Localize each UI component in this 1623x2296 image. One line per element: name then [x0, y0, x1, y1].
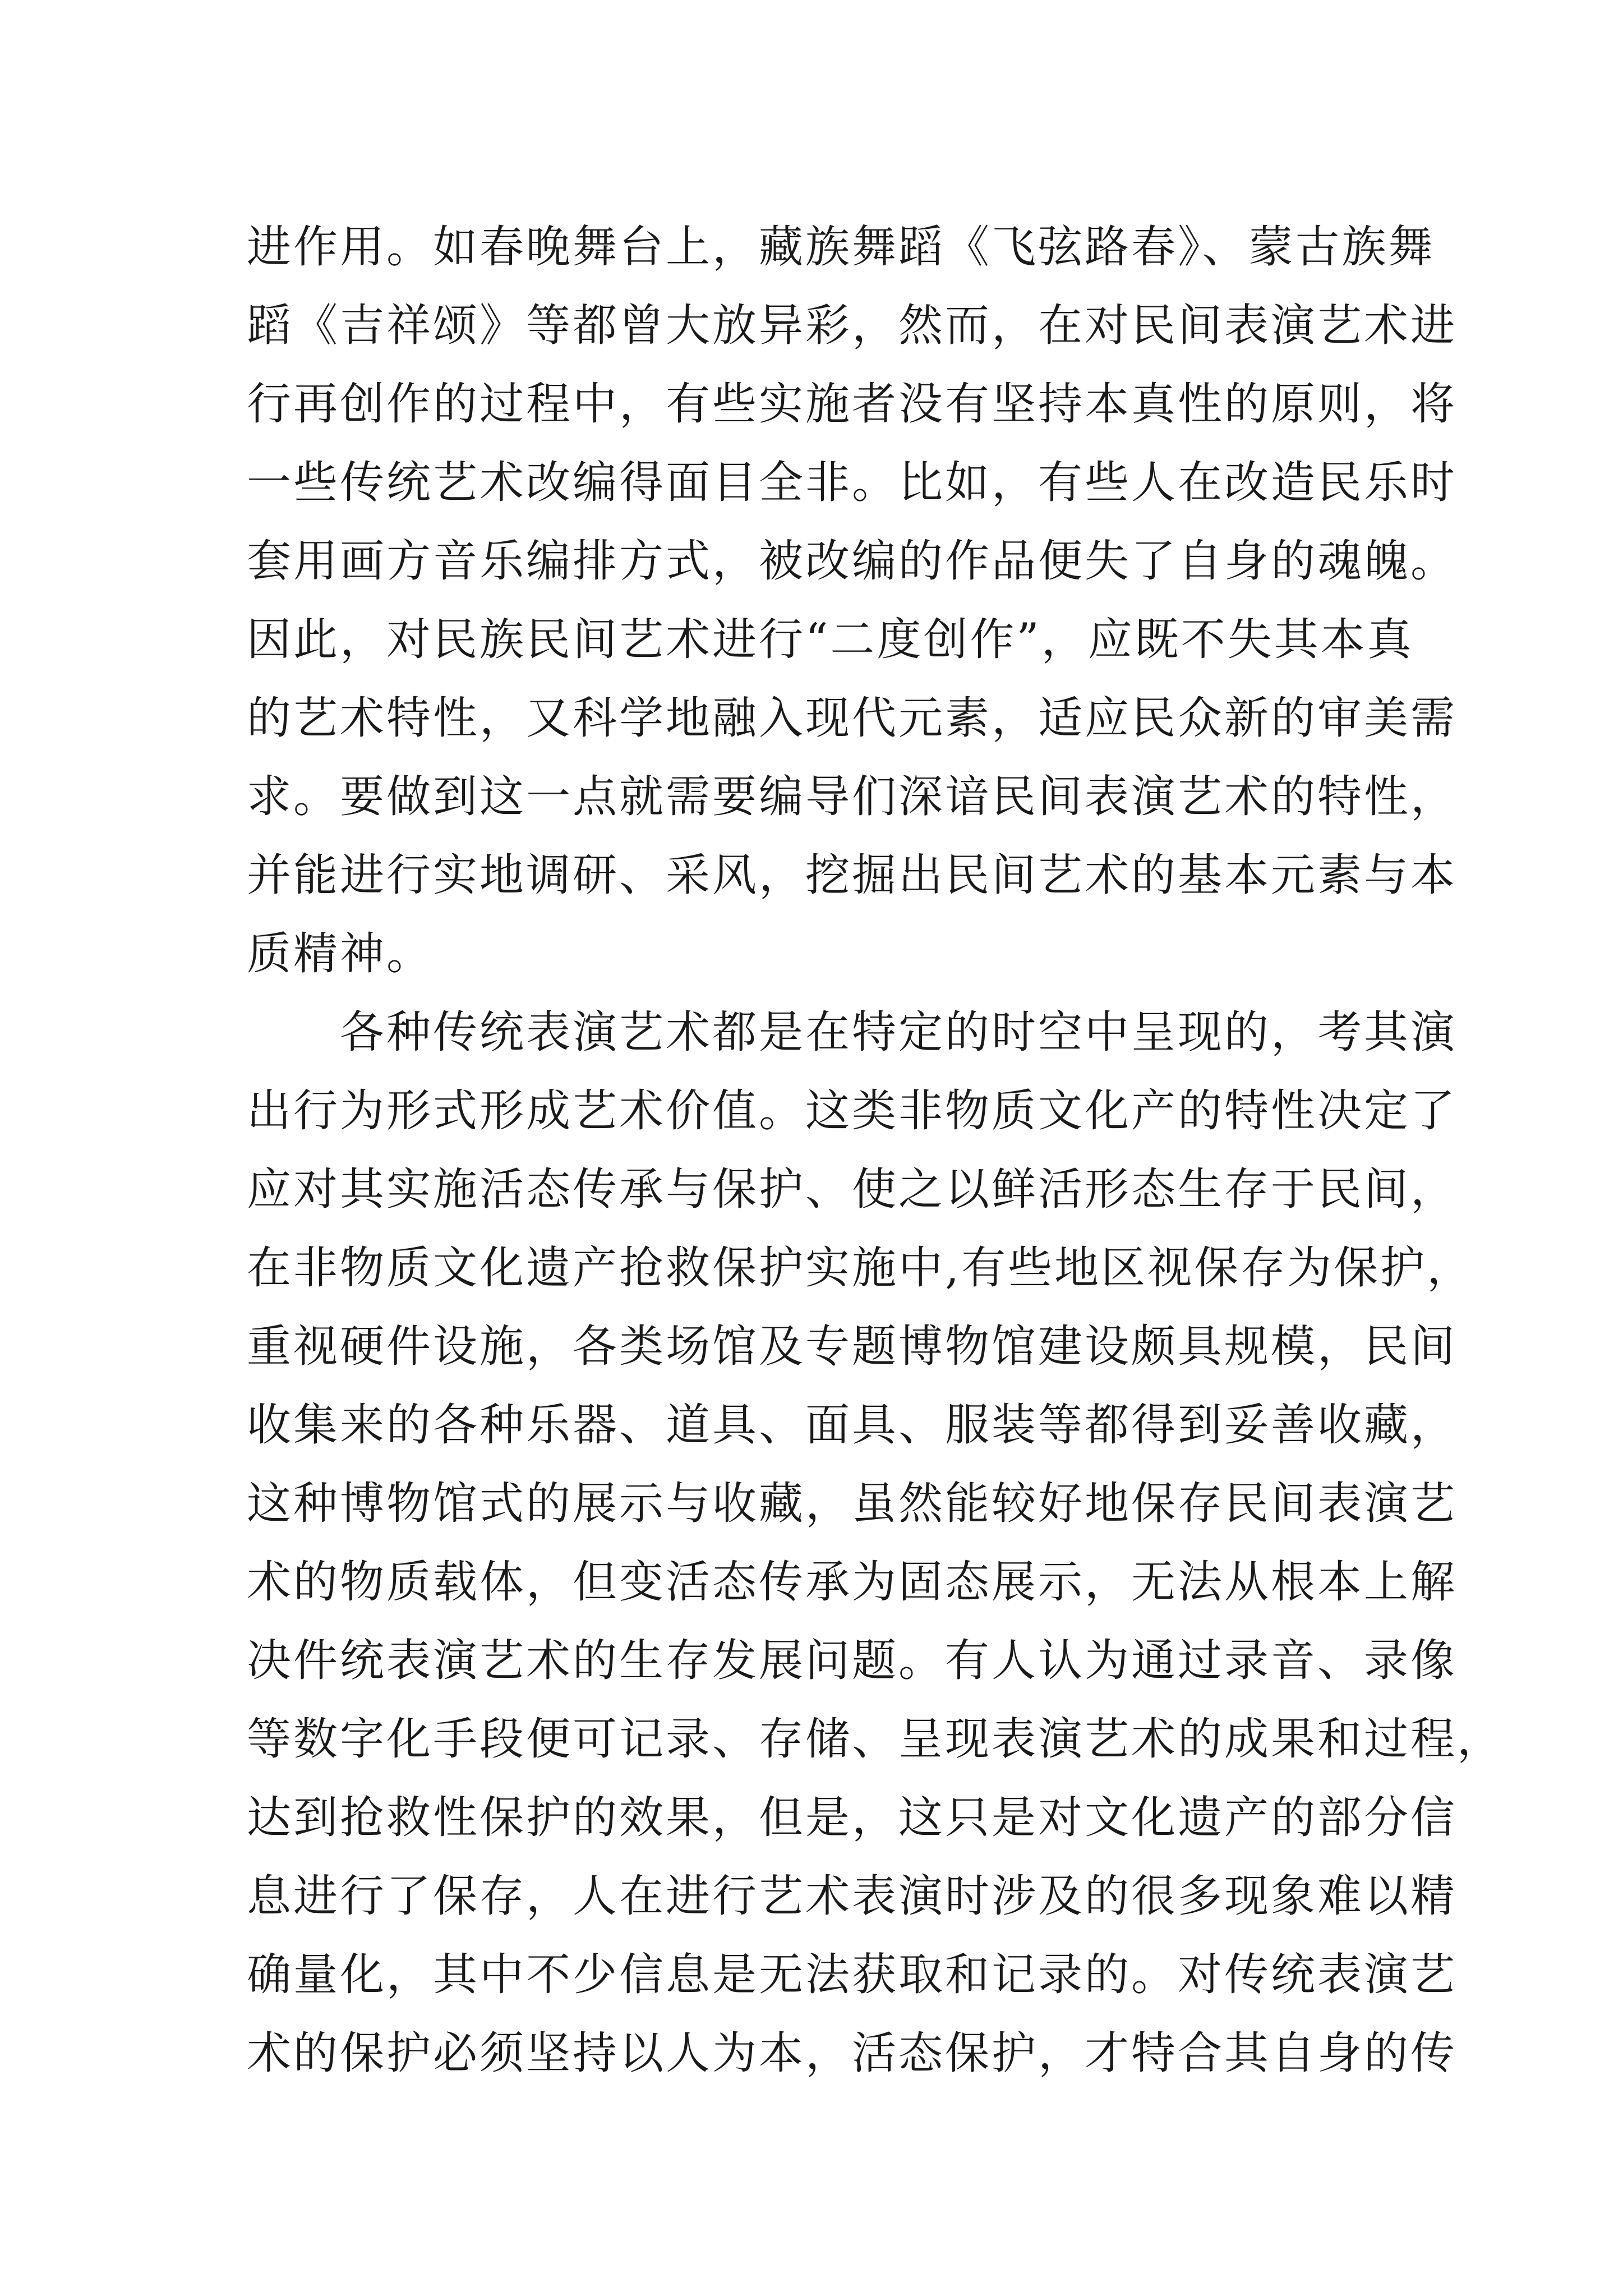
- text-line: 蹈《吉祥颂》等都曾大放异彩，然而，在对民间表演艺术进: [247, 300, 1457, 351]
- text-line: 收集来的各种乐器、道具、面具、服装等都得到妥善收藏，: [247, 1399, 1457, 1451]
- text-line: 术的保护必须坚持以人为本，活态保护，才特合其自身的传: [247, 2027, 1457, 2079]
- text-line: 术的物质载体，但变活态传承为固态展示，无法从根本上解: [247, 1556, 1457, 1608]
- paragraph-1: [247, 208, 1457, 993]
- body-text: [247, 208, 1504, 2092]
- text-line: 进作用。如春晚舞台上，藏族舞蹈《飞弦路春》、蒙古族舞: [247, 221, 1435, 273]
- text-line: 求。要做到这一点就需要编导们深谙民间表演艺术的特性，: [247, 771, 1457, 822]
- text-line: 等数字化手段便可记录、存储、呈现表演艺术的成果和过程，: [247, 1713, 1504, 1765]
- text-line: 在非物质文化遗产抢救保护实施中,有些地区视保存为保护，: [247, 1242, 1474, 1294]
- text-line: 行再创作的过程中，有些实施者没有坚持本真性的原则，将: [247, 378, 1457, 430]
- text-line: 质精神。: [247, 928, 433, 979]
- text-line: 出行为形式形成艺术价值。这类非物质文化产的特性决定了: [247, 1085, 1457, 1137]
- text-line: 一些传统艺术改编得面目全非。比如，有些人在改造民乐时: [247, 457, 1457, 508]
- text-line: 确量化，其中不少信息是无法获取和记录的。对传统表演艺: [247, 1949, 1457, 2000]
- text-line: 息进行了保存，人在进行艺术表演时涉及的很多现象难以精: [247, 1870, 1457, 1922]
- text-line: 达到抢救性保护的效果，但是，这只是对文化遗产的部分信: [247, 1792, 1457, 1843]
- paragraph-2: [247, 993, 1504, 2092]
- text-line: 因此，对民族民间艺术进行“二度创作”，应既不失其本真: [247, 614, 1414, 665]
- text-line: 应对其实施活态传承与保护、使之以鲜活形态生存于民间，: [247, 1163, 1457, 1215]
- text-line: 重视硬件设施，各类场馆及专题博物馆建设颇具规模，民间: [247, 1320, 1457, 1372]
- text-line: 各种传统表演艺术都是在特定的时空中呈现的，考其演: [340, 1006, 1457, 1058]
- text-line: 并能进行实地调研、采风，挖掘出民间艺术的基本元素与本: [247, 849, 1457, 901]
- text-line: 决件统表演艺术的生存发展问题。有人认为通过录音、录像: [247, 1635, 1457, 1686]
- text-line: 这种博物馆式的展示与收藏，虽然能较好地保存民间表演艺: [247, 1478, 1457, 1529]
- text-line: 套用画方音乐编排方式，被改编的作品便失了自身的魂魄。: [247, 535, 1457, 587]
- text-line: 的艺术特性，又科学地融入现代元素，适应民众新的审美需: [247, 692, 1457, 744]
